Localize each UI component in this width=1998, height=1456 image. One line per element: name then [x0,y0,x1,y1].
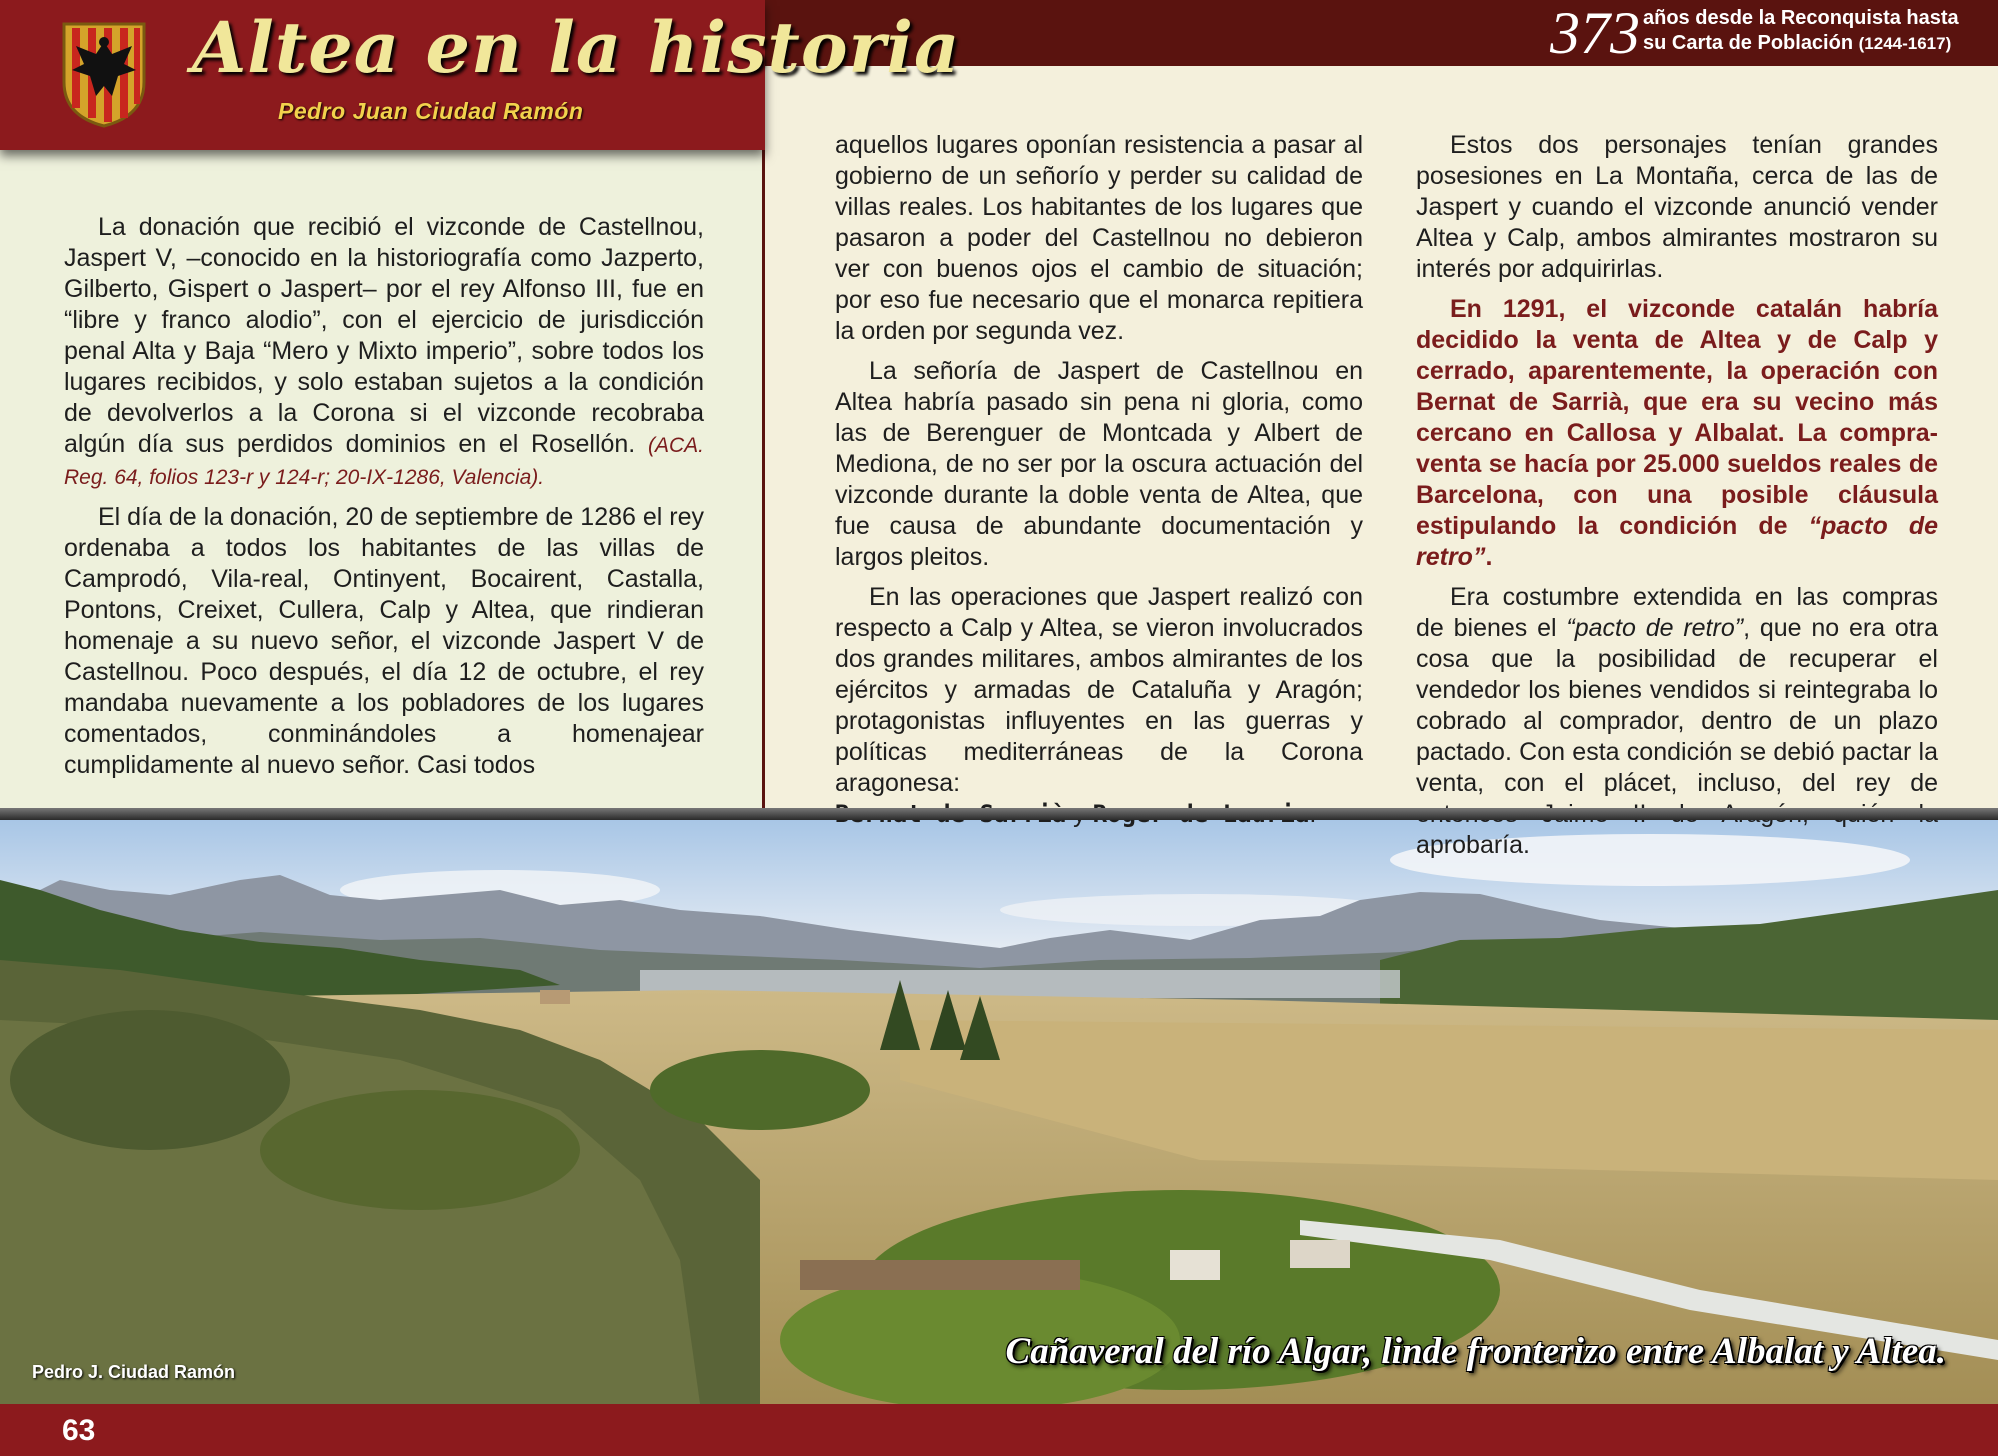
photo-caption: Cañaveral del río Algar, linde fronterizo entre Albalat y Altea. [1005,1331,1946,1372]
paragraph: Estos dos personajes tenían grandes posesiones en La Montaña, cerca de las de Jaspert y cuando el vizconde anunció vender Altea y Calp, ambos almirantes mostraron su interés por adquirirlas. [1416,131,1938,283]
paragraph [64,212,704,493]
header-title-panel [0,0,961,150]
paragraph-text: , que no era otra cosa que la posibilidad de recuperar el vendedor los bienes vendidos si reintegraba lo cobrado al comprador, dentro de un plazo pactado. Con esta condición se debió pactar la venta, con el plácet, incluso, del rey de aprobaría. [1416,614,1939,859]
paragraph-text: En las operaciones que Jaspert realizó con respecto a Calp y Altea, se vieron involucrados dos grandes militares, ambos almirantes de los ejércitos y armadas de Cataluña y Aragón; protagonistas influyentes en las guerras y políticas mediterráneas de la Corona aragonesa: [835,583,1363,797]
highlighted-paragraph [1416,294,1938,573]
years-line-2-text: su Carta de Población [1643,32,1854,54]
paragraph-text: La donación que recibió el vizconde de Castellnou, Jaspert V, –conocido en la historiografía como Jazperto, Gilberto, Gispert o Jaspert– por el rey Alfonso III, fue en “libre y franco alodio”, con el ejercicio de jurisdicción penal Alta y Baja “Mero y Mixto imperio”, sobre todos los lugares recibidos, y solo estaban sujetos a la condición de devolverlos a la Corona si el vizconde recobraba algún día sus perdidos dominios en el Rosellón. [64,213,704,458]
photo-credit: Pedro J. Ciudad Ramón [32,1362,236,1382]
paragraph: El día de la donación, 20 de septiembre de 1286 el rey ordenaba a todos los habitantes de las villas de Camprodó, Vila-real, Ontinyent, Bocairent, Castalla, Pontons, Creixet, Cullera, Calp y Altea, que rindieran homenaje a su nuevo señor, el vizconde Jaspert V de Castellnou. Poco después, el día 12 de octubre, el rey mandaba nuevamente a los pobladores de los lugares comentados, conminándoles a homenajear cumplidamente al nuevo señor. Casi todos [64,503,704,779]
archive-citation: (ACA. Reg. 64, folios 123-r y 124-r; 20-IX-1286, Valencia). [64,434,704,489]
highlight-italic: “pacto de retro” [1416,512,1938,571]
years-number: 373 [1550,0,1640,66]
text-column-2 [835,130,1363,839]
paragraph: La señoría de Jaspert de Castellnou en Altea habría pasado sin pena ni gloria, como las de Berenguer de Montcada y Albert de Mediona, de no ser por la oscura actuación del vizconde durante la doble venta de Altea, que fue causa de abundante documentación y largos pleitos. [835,357,1363,571]
italic-term: “pacto de retro” [1566,614,1744,642]
magazine-section-title: Altea en la historia [192,6,961,89]
page-number: 63 [62,1414,96,1447]
highlight-text: En 1291, el vizconde catalán habría decidido la venta de Altea y de Calp y cerrado, aparentemente, la operación con Bernat de Sarrià, que era su vecino más cercano en Callosa y Albalat. La compra-venta se hacía por 25.000 sueldos reales de Barcelona, con una posible cláusula estipulando la condición de [1416,295,1938,540]
years-line-1: años desde la Reconquista hasta [1643,7,1959,29]
years-description [1643,6,1959,56]
landscape-photo [0,820,1998,1404]
section-divider [0,808,1998,820]
paragraph: aquellos lugares oponían resistencia a pasar al gobierno de un señorío y perder su calidad de villas reales. Los habitantes de los lugares que pasaron a poder del Castellnou no debieron ver con buenos ojos el cambio de situación; por eso fue necesario que el monarca repitiera la orden por segunda vez. [835,131,1363,345]
period: . [1485,543,1493,571]
paragraph-text: Era costumbre extendida en las compras de bienes el [1416,583,1938,642]
footer-bar [0,1404,1998,1456]
years-line-2 [1643,31,1959,56]
paragraph [835,582,1363,830]
coat-of-arms-icon [60,20,148,128]
author-name: Pedro Juan Ciudad Ramón [278,98,584,124]
years-range: (1244-1617) [1858,34,1952,53]
text-column-1 [64,212,704,790]
text-column-3 [1416,130,1938,870]
